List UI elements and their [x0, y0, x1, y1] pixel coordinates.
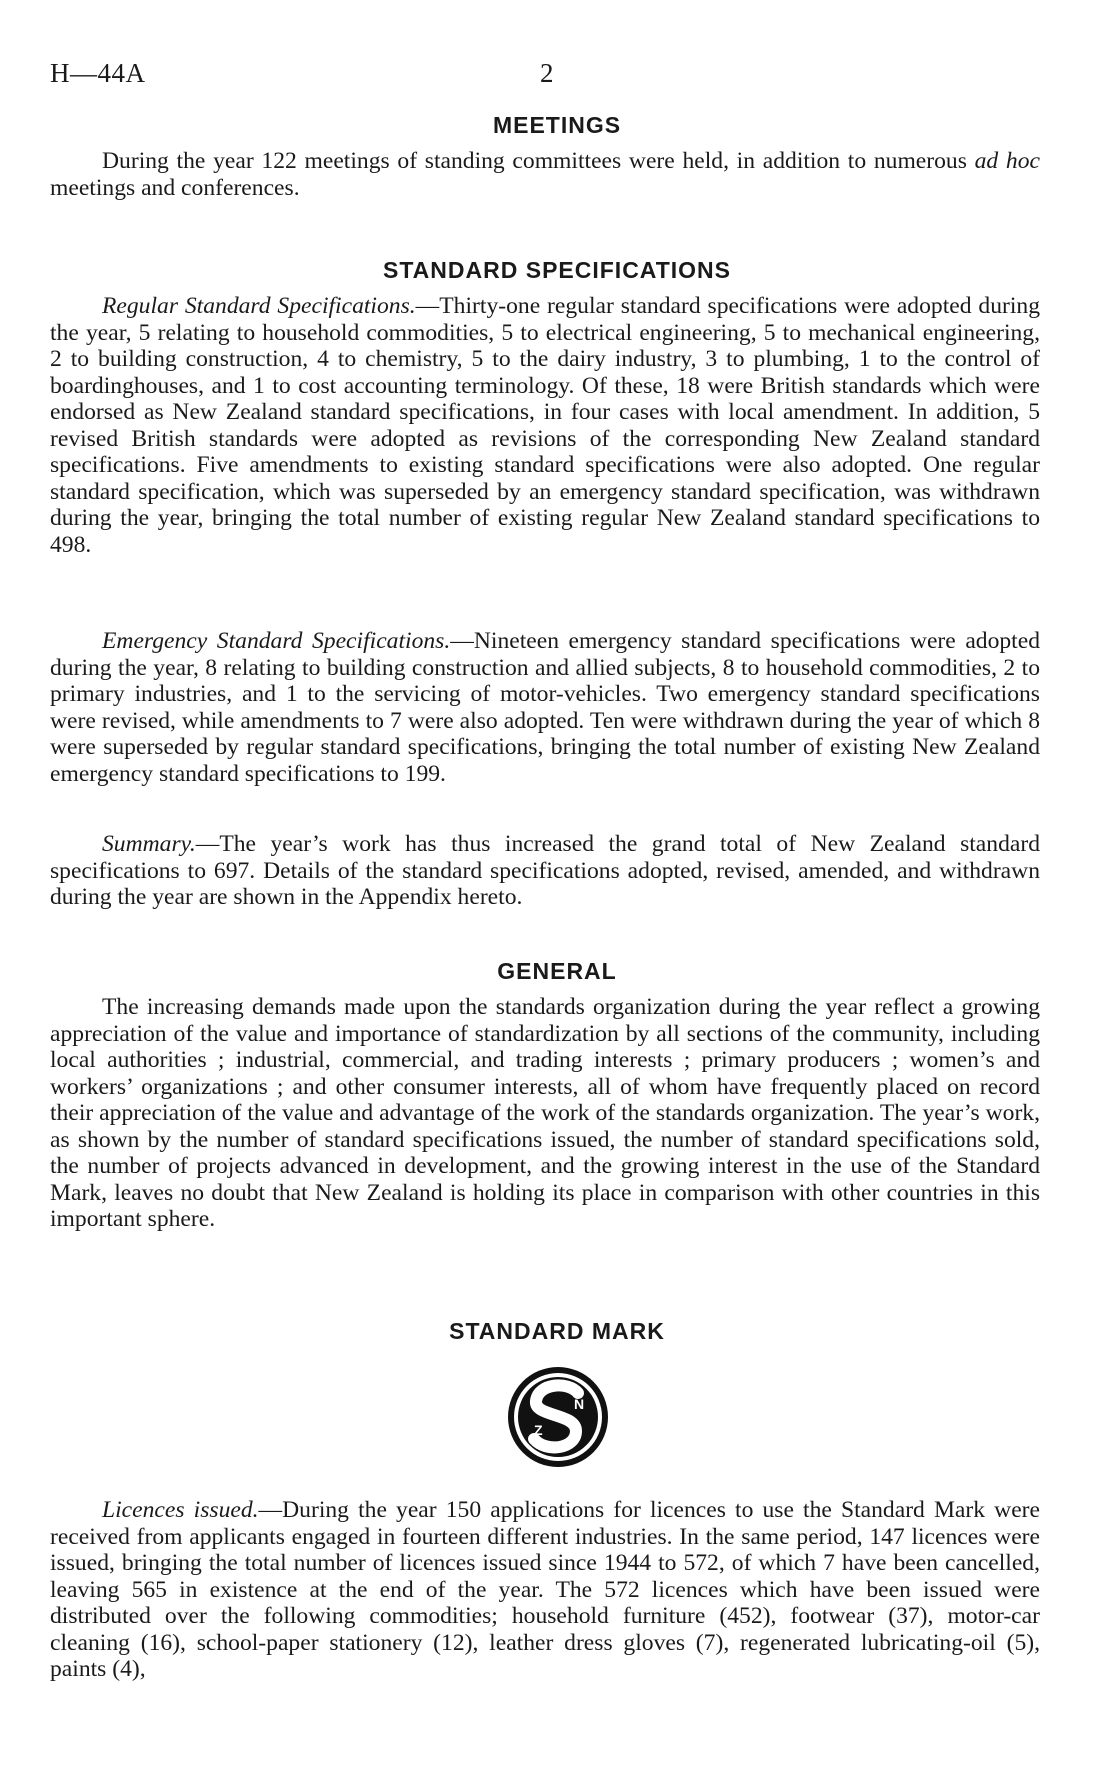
summary-text: —The year’s work has thus increased the grand total of New Zealand standard specifications to 697. Details of the standard specifications adopted, revised, amended, and withdrawn during the year are shown in the Appendix hereto.: [50, 831, 1040, 910]
standard-mark-heading: STANDARD MARK: [449, 1318, 665, 1344]
regular-specifications-lead: Regular Standard Specifications.: [102, 293, 416, 319]
logo-letter-n: N: [574, 1396, 585, 1412]
summary-paragraph: [50, 831, 1040, 911]
licences-paragraph: [50, 1497, 1040, 1683]
page-number: 2: [540, 58, 554, 88]
licences-text: —During the year 150 applications for licences to use the Standard Mark were received from applicants engaged in fourteen different industries. In the same period, 147 licences were issued, bringing the total number of licences issued since 1944 to 572, of which 7 have been cancelled, leaving 565 in existence at the end of the year. The 572 licences which have been issued were distributed over the following commodities; household furniture (452), footwear (37), motor-car cleaning (16), school-paper stationery (12), leather dress gloves (7), regenerated lubricating-oil (5), paints (4),: [50, 1497, 1041, 1682]
standard-mark-logo-icon: [506, 1365, 610, 1469]
regular-specifications-text: —Thirty-one regular standard specifications were adopted during the year, 5 relating to household commodities, 5 to electrical engineering, 5 to mechanical engineering, 2 to building construction, 4 to chemistry, 5 to the dairy industry, 3 to plumbing, 1 to the control of boardinghouses, and 1 to cost accounting terminology. Of these, 18 were British standards which were endorsed as New Zealand standard specifications, in four cases with local amendment. In addition, 5 revised British standards were adopted as revisions of the corresponding New Zealand standard specifications. Five amendments to existing standard specifications were also adopted. One regular standard specification, which was superseded by an emergency standard specification, was withdrawn during the year, bringing the total number of existing regular New Zealand standard specifications to 498.: [50, 293, 1040, 558]
meetings-paragraph: [50, 148, 1040, 201]
general-heading: GENERAL: [497, 958, 617, 984]
standard-mark-logo-svg: [506, 1365, 610, 1469]
general-paragraph: The increasing demands made upon the standards organization during the year reflect a growing appreciation of the value and importance of standardization by all sections of the community, including local authorities ; industrial, commercial, and trading interests ; primary producers ; women’s and workers’ organizations ; and other consumer interests, all of whom have frequently placed on record their appreciation of the value and advantage of the work of the standards organization. The year’s work, as shown by the number of standard specifications issued, the number of standard specifications sold, the number of projects advanced in development, and the growing interest in the use of the Standard Mark, leaves no doubt that New Zealand is holding its place in comparison with other countries in this important sphere.: [50, 994, 1040, 1232]
summary-lead: Summary.: [102, 831, 196, 857]
meetings-heading: MEETINGS: [492, 112, 622, 138]
logo-letter-z: Z: [534, 1422, 543, 1438]
emergency-specifications-paragraph: [50, 628, 1040, 787]
emergency-specifications-lead: Emergency Standard Specifications.: [102, 628, 451, 654]
licences-lead: Licences issued.: [102, 1497, 259, 1523]
document-reference: H—44A: [50, 58, 146, 88]
regular-specifications-paragraph: [50, 293, 1040, 558]
standard-specifications-heading: STANDARD SPECIFICATIONS: [383, 257, 731, 283]
meetings-text: During the year 122 meetings of standing committees were held, in addition to numerous ad hoc meetings and conferences.: [50, 148, 1040, 201]
emergency-specifications-text: —Nineteen emergency standard specifications were adopted during the year, 8 relating to building construction and allied subjects, 8 to household commodities, 2 to primary industries, and 1 to the servicing of motor-vehicles. Two emergency standard specifications were revised, while amendments to 7 were also adopted. Ten were withdrawn during the year of which 8 were superseded by regular standard specifications, bringing the total number of existing New Zealand emergency standard specifications to 199.: [50, 628, 1041, 787]
